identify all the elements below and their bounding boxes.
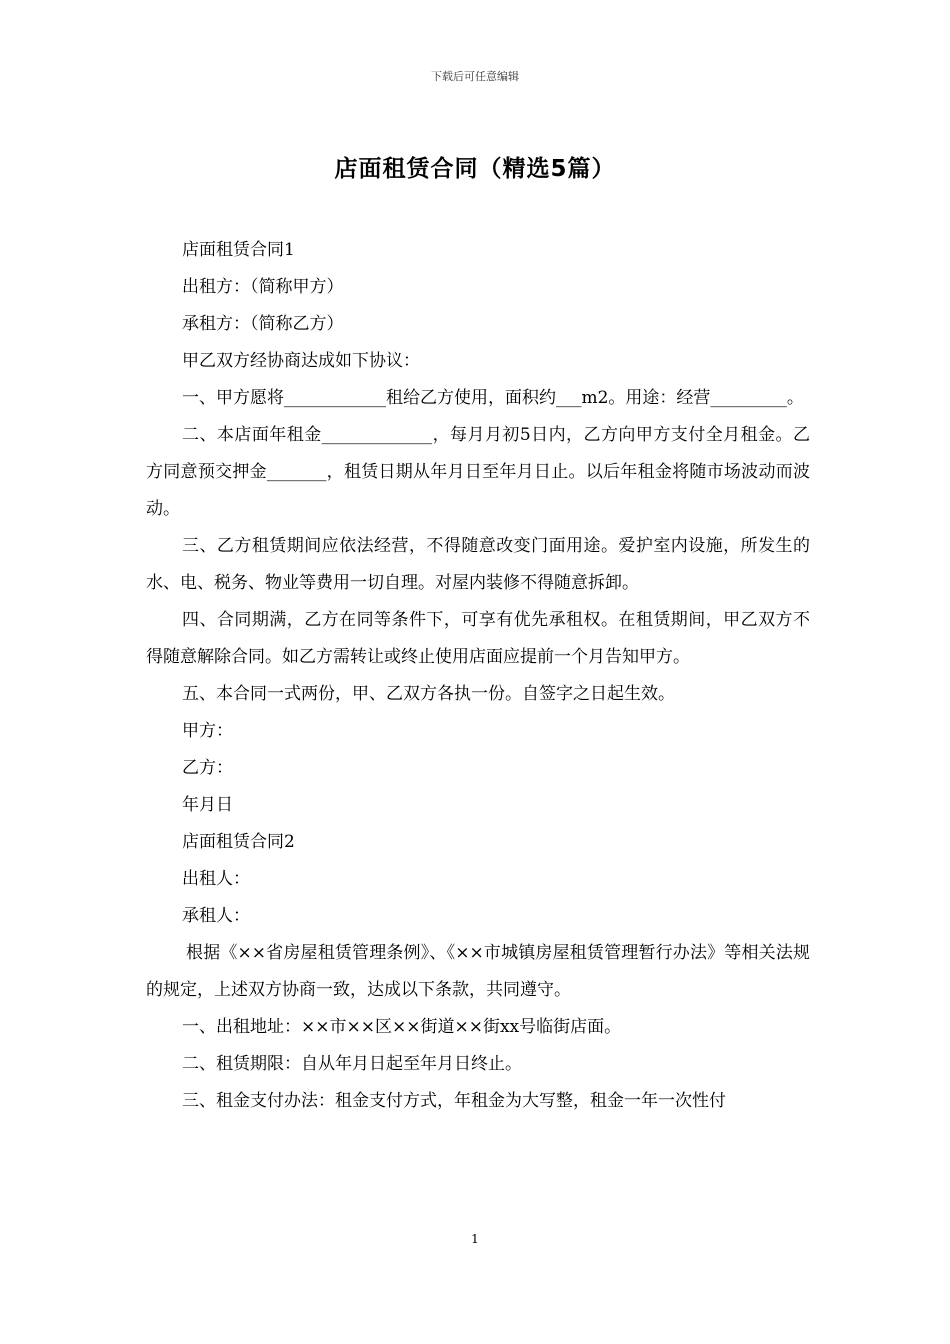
paragraph: 承租人： [182, 906, 250, 926]
paragraph: 二、本店面年租金_____________，每月月初5日内，乙方向甲方支付全月租金。乙方同意预交押金_______，租赁日期从年月日至年月日止。以后年租金将随市场波动而波动。 [146, 425, 810, 519]
paragraph: 店面租赁合同1 [182, 240, 295, 260]
paragraph: 出租方：（简称甲方） [182, 277, 344, 297]
document-body [146, 232, 810, 1120]
paragraph: 出租人： [182, 869, 250, 889]
paragraph: 四、合同期满，乙方在同等条件下，可享有优先承租权。在租赁期间，甲乙双方不得随意解除合同。如乙方需转让或终止使用店面应提前一个月告知甲方。 [146, 610, 810, 667]
paragraph: 根据《××省房屋租赁管理条例》、《××市城镇房屋租赁管理暂行办法》等相关法规的规定，上述双方协商一致，达成以下条款，共同遵守。 [146, 943, 810, 1000]
page-number: 1 [471, 1232, 479, 1246]
paragraph: 一、甲方愿将____________租给乙方使用，面积约___m2。用途：经营_________。 [182, 388, 804, 408]
paragraph: 店面租赁合同2 [182, 832, 295, 852]
page-header: 下载后可任意编辑 [431, 70, 519, 83]
paragraph: 二、租赁期限：自从年月日起至年月日终止。 [182, 1054, 522, 1074]
paragraph: 五、本合同一式两份，甲、乙双方各执一份。自签字之日起生效。 [182, 684, 675, 704]
paragraph: 乙方： [182, 758, 233, 778]
paragraph: 承租方：（简称乙方） [182, 314, 344, 334]
document-title: 店面租赁合同（精选5篇） [334, 156, 616, 182]
paragraph: 三、乙方租赁期间应依法经营，不得随意改变门面用途。爱护室内设施，所发生的水、电、税务、物业等费用一切自理。对屋内装修不得随意拆卸。 [146, 536, 810, 593]
paragraph: 年月日 [182, 795, 233, 815]
paragraph: 甲乙双方经协商达成如下协议： [182, 351, 420, 371]
paragraph: 甲方： [182, 721, 233, 741]
paragraph: 三、租金支付办法：租金支付方式，年租金为大写整，租金一年一次性付 [182, 1091, 726, 1111]
paragraph: 一、出租地址：××市××区××街道××街xx号临街店面。 [182, 1017, 622, 1037]
